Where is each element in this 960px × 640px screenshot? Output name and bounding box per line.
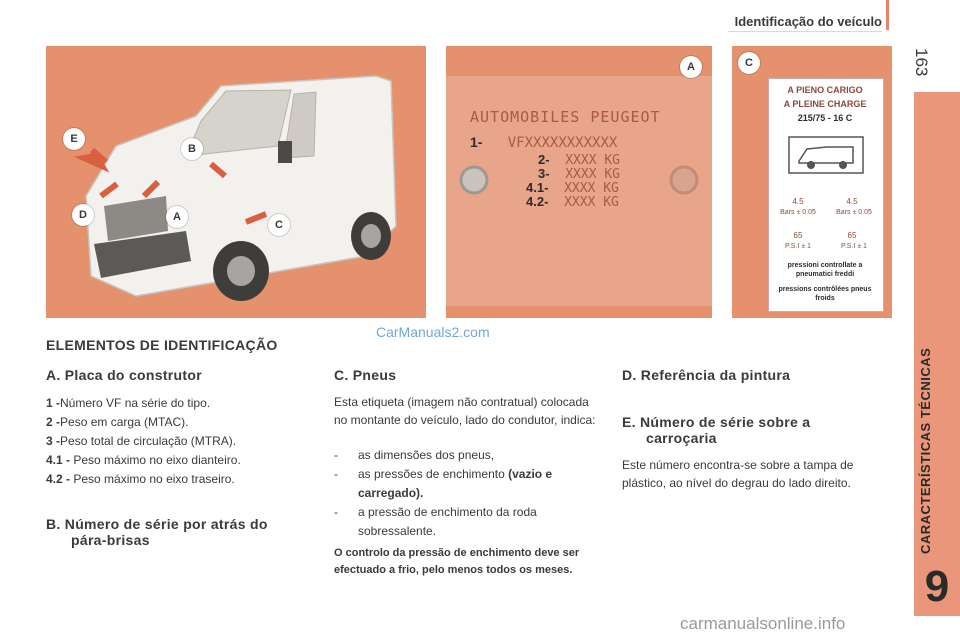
page-number: 163 xyxy=(912,48,931,77)
tyres-bullet-3: - a pressão de enchimento da roda sobressalente. xyxy=(334,505,537,538)
heading-a: A. Placa do construtor xyxy=(46,367,202,383)
callout-c: C xyxy=(268,214,290,236)
sticker-bars-front: Bars ± 0.05 xyxy=(780,209,816,216)
header-divider xyxy=(728,31,882,32)
sticker-van-icon xyxy=(769,129,883,189)
page-header-title: Identificação do veículo xyxy=(734,14,882,29)
plate-row-3: 3- XXXX KG xyxy=(538,166,621,182)
plate-item-1: 1 -Número VF na série do tipo. xyxy=(46,396,211,410)
callout-c-tyre: C xyxy=(738,52,760,74)
sticker-psi-front: P.S.I ± 1 xyxy=(785,243,811,250)
plate-row-2: 2- XXXX KG xyxy=(538,152,621,168)
tyres-intro: Esta etiqueta (imagem não contratual) colocada no montante do veículo, lado do condutor, indica: xyxy=(334,395,596,427)
heading-e-line1: E. Número de série sobre a xyxy=(622,414,811,430)
tyres-bullet-2: - as pressões de enchimento (vazio e carregado). xyxy=(334,467,553,500)
plate-item-5: 4.2 - Peso máximo no eixo traseiro. xyxy=(46,472,235,486)
callout-e: E xyxy=(63,128,85,150)
tyre-label-image xyxy=(732,46,892,318)
chapter-label: CARACTERÍSTICAS TÉCNICAS xyxy=(918,347,933,554)
serial-body-text: Este número encontra-se sobre a tampa de plástico, ao nível do degrau do lado direito. xyxy=(622,458,854,490)
plate-item-2: 2 -Peso em carga (MTAC). xyxy=(46,415,189,429)
sticker-rear-bar: 4.5 xyxy=(846,197,858,206)
plate-row-1: 1- VFXXXXXXXXXXX xyxy=(470,134,618,151)
heading-b-line2: pára-brisas xyxy=(71,532,150,548)
sticker-line-fr: A PLEINE CHARGE xyxy=(783,99,867,109)
sticker-psi-rear: P.S.I ± 1 xyxy=(841,243,867,250)
manufacturer-plate-image xyxy=(446,46,712,318)
sticker-note-fr: pressions contrôlées pneus froids xyxy=(778,286,872,302)
chapter-number-box xyxy=(914,560,960,616)
chapter-side-tab xyxy=(914,92,960,562)
sticker-front-psi: 65 xyxy=(793,231,803,240)
header-accent-bar xyxy=(886,0,889,30)
plate-item-4: 4.1 - Peso máximo no eixo dianteiro. xyxy=(46,453,241,467)
sticker-front-bar: 4.5 xyxy=(792,197,804,206)
sticker-line-it: A PIENO CARIGO xyxy=(787,85,863,95)
callout-b: B xyxy=(181,138,203,160)
callout-a-plate: A xyxy=(680,56,702,78)
sticker-note-it: pressioni controllate a pneumatici freddi xyxy=(787,262,863,278)
watermark-carmanualsonline: carmanualsonline.info xyxy=(680,614,846,633)
sticker-tyre-size: 215/75 - 16 C xyxy=(797,113,853,123)
section-title: ELEMENTOS DE IDENTIFICAÇÃO xyxy=(46,337,278,353)
tyres-bullet-1: - as dimensões dos pneus, xyxy=(334,448,495,462)
sticker-rear-psi: 65 xyxy=(847,231,857,240)
plate-row-4: 4.1- XXXX KG xyxy=(526,180,619,196)
sticker-bars-rear: Bars ± 0.05 xyxy=(836,209,872,216)
tyres-pressure-note: O controlo da pressão de enchimento deve ser efectuado a frio, pelo menos todos os meses. xyxy=(334,547,580,576)
callout-a: A xyxy=(166,206,188,228)
heading-d: D. Referência da pintura xyxy=(622,367,791,383)
plate-item-3: 3 -Peso total de circulação (MTRA). xyxy=(46,434,237,448)
callout-d: D xyxy=(72,204,94,226)
chapter-number: 9 xyxy=(924,562,950,611)
watermark-carmanuals: CarManuals2.com xyxy=(376,324,490,340)
van-illustration xyxy=(46,46,426,318)
heading-b-line1: B. Número de série por atrás do xyxy=(46,516,268,532)
plate-manufacturer: AUTOMOBILES PEUGEOT xyxy=(470,108,661,126)
heading-c: C. Pneus xyxy=(334,367,397,383)
van-drawing xyxy=(46,46,426,318)
heading-e-line2: carroçaria xyxy=(646,430,717,446)
plate-row-5: 4.2- XXXX KG xyxy=(526,194,619,210)
tyre-pressure-sticker xyxy=(768,78,884,312)
